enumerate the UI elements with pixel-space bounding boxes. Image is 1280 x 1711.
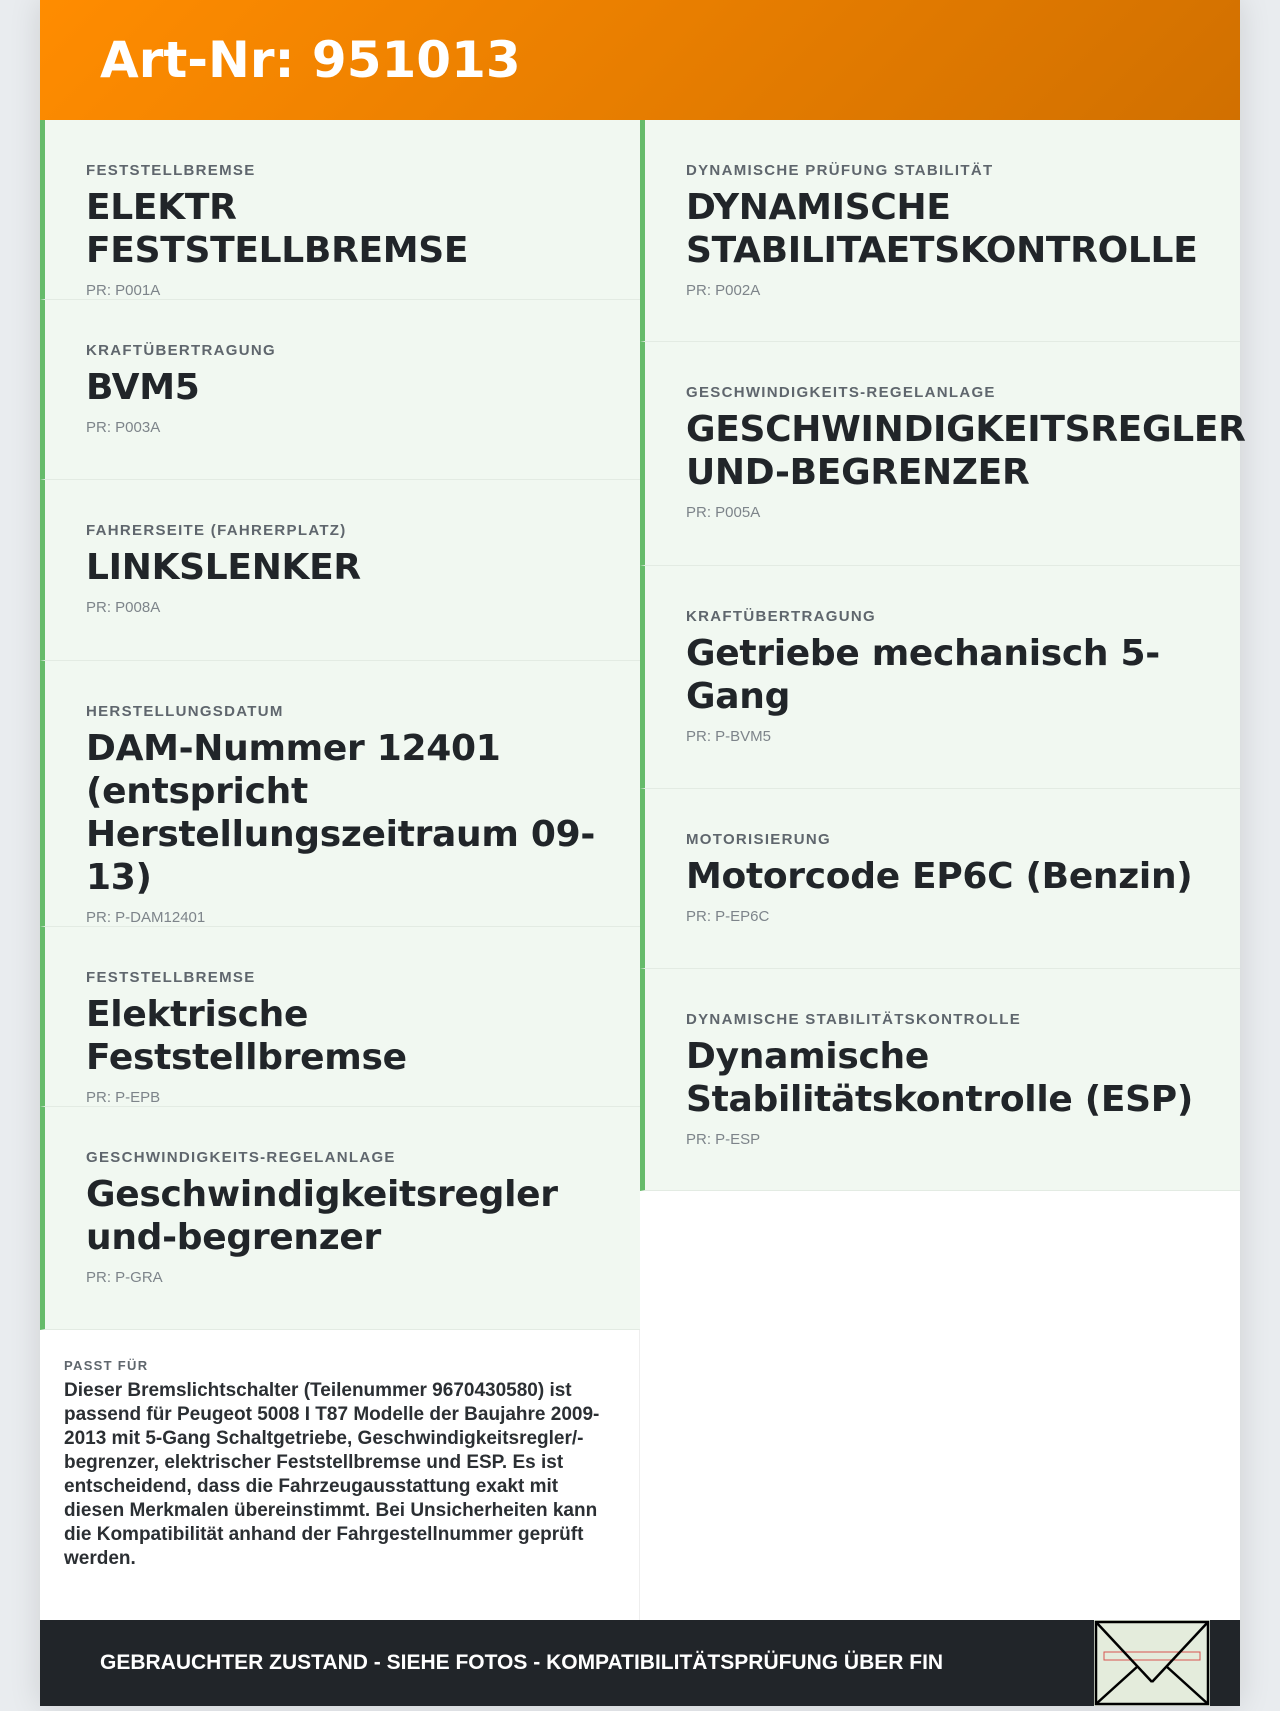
footer-banner bbox=[40, 1620, 1240, 1706]
footer-text: GEBRAUCHTER ZUSTAND - SIEHE FOTOS - KOMPATIBILITÄTSPRÜFUNG ÜBER FIN bbox=[100, 1651, 944, 1674]
envelope-icon bbox=[1094, 1620, 1210, 1706]
page-title: Art-Nr: 951013 bbox=[100, 31, 521, 89]
header bbox=[40, 0, 1240, 120]
card-pr-code: PR: P008A bbox=[86, 599, 161, 616]
feature-card bbox=[640, 566, 1240, 789]
card-pr-code: PR: P-DAM12401 bbox=[86, 909, 206, 926]
feature-card bbox=[40, 927, 640, 1107]
card-label: FAHRERSEITE (FAHRERPLATZ) bbox=[86, 522, 347, 539]
card-title: Elektrische Feststellbremse bbox=[86, 994, 407, 1078]
card-pr-code: PR: P003A bbox=[86, 419, 161, 436]
card-title: Geschwindigkeitsregler und-begrenzer bbox=[86, 1174, 558, 1258]
vin-envelope-image bbox=[1094, 1620, 1210, 1706]
feature-card bbox=[40, 661, 640, 927]
compatibility-label: PASST FÜR bbox=[64, 1358, 149, 1373]
card-label: DYNAMISCHE PRÜFUNG STABILITÄT bbox=[686, 162, 994, 179]
card-pr-code: PR: P-GRA bbox=[86, 1269, 163, 1286]
card-label: MOTORISIERUNG bbox=[686, 831, 831, 848]
card-label: GESCHWINDIGKEITS-REGELANLAGE bbox=[686, 384, 996, 401]
product-sheet bbox=[40, 0, 1246, 1706]
card-pr-code: PR: P-EPB bbox=[86, 1089, 161, 1106]
card-label: KRAFTÜBERTRAGUNG bbox=[686, 608, 876, 625]
card-label: FESTSTELLBREMSE bbox=[86, 162, 256, 179]
card-pr-code: PR: P-EP6C bbox=[686, 908, 770, 925]
card-title: LINKSLENKER bbox=[86, 547, 361, 588]
card-title: GESCHWINDIGKEITSREGLER UND-BEGRENZER bbox=[686, 409, 1246, 493]
card-label: KRAFTÜBERTRAGUNG bbox=[86, 342, 276, 359]
card-title: Motorcode EP6C (Benzin) bbox=[686, 856, 1193, 897]
left-column bbox=[40, 120, 640, 1620]
card-label: HERSTELLUNGSDATUM bbox=[86, 703, 284, 720]
feature-card bbox=[640, 969, 1240, 1191]
card-label: GESCHWINDIGKEITS-REGELANLAGE bbox=[86, 1149, 396, 1166]
feature-card bbox=[40, 300, 640, 480]
feature-card bbox=[640, 120, 1240, 342]
compatibility-text: Dieser Bremslichtschalter (Teilenummer 9670430580) ist passend für Peugeot 5008 I T87 Modelle der Baujahre 2009-2013 mit 5-Gang Schaltgetriebe, Geschwindigkeitsregler/-begrenzer, elektrischer Feststellbremse und ESP. Es ist entscheidend, dass die Fahrzeugausstattung exakt mit diesen Merkmalen übereinstimmt. Bei Unsicherheiten kann die Kompatibilität anhand der Fahrgestellnummer geprüft werden. bbox=[64, 1380, 600, 1569]
card-pr-code: PR: P001A bbox=[86, 282, 161, 299]
card-title: Dynamische Stabilitätskontrolle (ESP) bbox=[686, 1036, 1194, 1120]
feature-card bbox=[40, 120, 640, 300]
card-title: Getriebe mechanisch 5-Gang bbox=[686, 633, 1160, 717]
card-pr-code: PR: P-BVM5 bbox=[686, 728, 772, 745]
card-title: DAM-Nummer 12401 (entspricht Herstellungszeitraum 09-13) bbox=[86, 728, 595, 898]
feature-card bbox=[640, 342, 1246, 566]
card-pr-code: PR: P-ESP bbox=[686, 1131, 761, 1148]
card-label: DYNAMISCHE STABILITÄTSKONTROLLE bbox=[686, 1011, 1022, 1028]
card-title: BVM5 bbox=[86, 367, 200, 408]
feature-card bbox=[40, 480, 640, 661]
card-pr-code: PR: P005A bbox=[686, 504, 761, 521]
card-pr-code: PR: P002A bbox=[686, 282, 761, 299]
feature-card bbox=[640, 789, 1240, 969]
card-title: DYNAMISCHE STABILITAETSKONTROLLE bbox=[686, 187, 1198, 271]
card-label: FESTSTELLBREMSE bbox=[86, 969, 256, 986]
compatibility-section bbox=[40, 1330, 640, 1620]
card-title: ELEKTR FESTSTELLBREMSE bbox=[86, 187, 469, 271]
right-column bbox=[640, 120, 1246, 1620]
feature-card bbox=[40, 1107, 640, 1330]
